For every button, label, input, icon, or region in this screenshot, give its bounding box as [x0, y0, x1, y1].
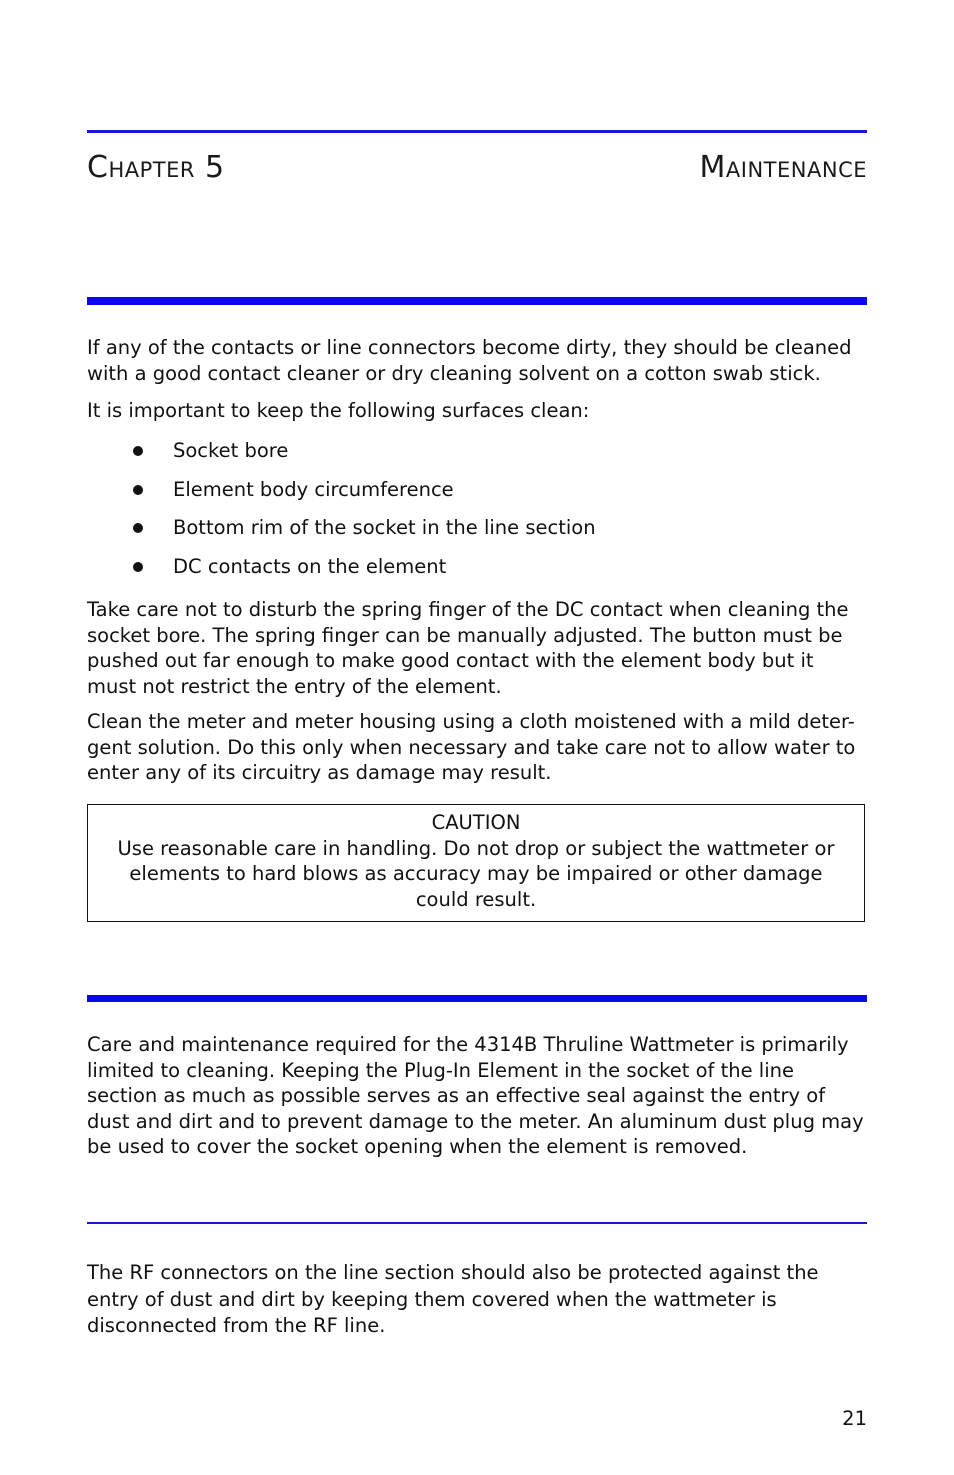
surfaces-list — [87, 438, 867, 592]
bullet-icon — [133, 562, 143, 572]
section-divider-thin — [87, 1222, 867, 1224]
list-item — [87, 477, 867, 516]
section-divider — [87, 297, 867, 305]
list-item-text: Bottom rim of the socket in the line section — [173, 516, 596, 539]
chapter-title: Maintenance — [699, 150, 867, 185]
header-rule — [87, 130, 867, 133]
bullet-icon — [133, 485, 143, 495]
list-item-text: Socket bore — [173, 439, 289, 462]
surfaces-lead-paragraph: It is important to keep the following surfaces clean: — [87, 399, 590, 422]
spring-finger-paragraph: Take care not to disturb the spring finger of the DC contact when cleaning the socket bore. The spring finger can be manually adjusted. The button must be pushed out far enough to make good contact with the element body but it must not restrict the entry of the element. — [87, 598, 849, 698]
care-paragraph: Care and maintenance required for the 4314B Thruline Wattmeter is primarily limited to cleaning. Keeping the Plug-In Element in the socket of the line section as much as possible serves as an effective seal against the entry of dust and dirt and to prevent damage to the meter. An aluminum dust plug may be used to cover the socket opening when the element is removed. — [87, 1033, 864, 1158]
document-page — [87, 0, 867, 1475]
rf-connectors-paragraph: The RF connectors on the line section should also be protected against the entry of dust and dirt by keeping them covered when the wattmeter is disconnected from the RF line. — [87, 1261, 819, 1337]
bullet-icon — [133, 523, 143, 533]
caution-label: CAUTION — [431, 811, 521, 834]
list-item — [87, 515, 867, 554]
meter-cleaning-paragraph: Clean the meter and meter housing using a cloth moistened with a mild deter-gent solution. Do this only when necessary and take care not to allow water to enter any of its circuitry as damage may result. — [87, 710, 856, 784]
cleaning-intro-paragraph: If any of the contacts or line connectors become dirty, they should be cleaned with a good contact cleaner or dry cleaning solvent on a cotton swab stick. — [87, 336, 852, 385]
list-item-text: Element body circumference — [173, 477, 454, 501]
list-item — [87, 554, 867, 593]
list-item-text: DC contacts on the element — [173, 554, 447, 578]
list-item — [87, 438, 867, 477]
bullet-icon — [133, 446, 143, 456]
section-divider — [87, 995, 867, 1002]
page-number: 21 — [842, 1407, 867, 1430]
caution-box — [87, 804, 865, 922]
chapter-header — [87, 150, 867, 195]
caution-text: Use reasonable care in handling. Do not drop or subject the wattmeter or elements to hard blows as accuracy may be impaired or other damage could result. — [117, 836, 835, 911]
chapter-number: Chapter 5 — [87, 150, 225, 185]
